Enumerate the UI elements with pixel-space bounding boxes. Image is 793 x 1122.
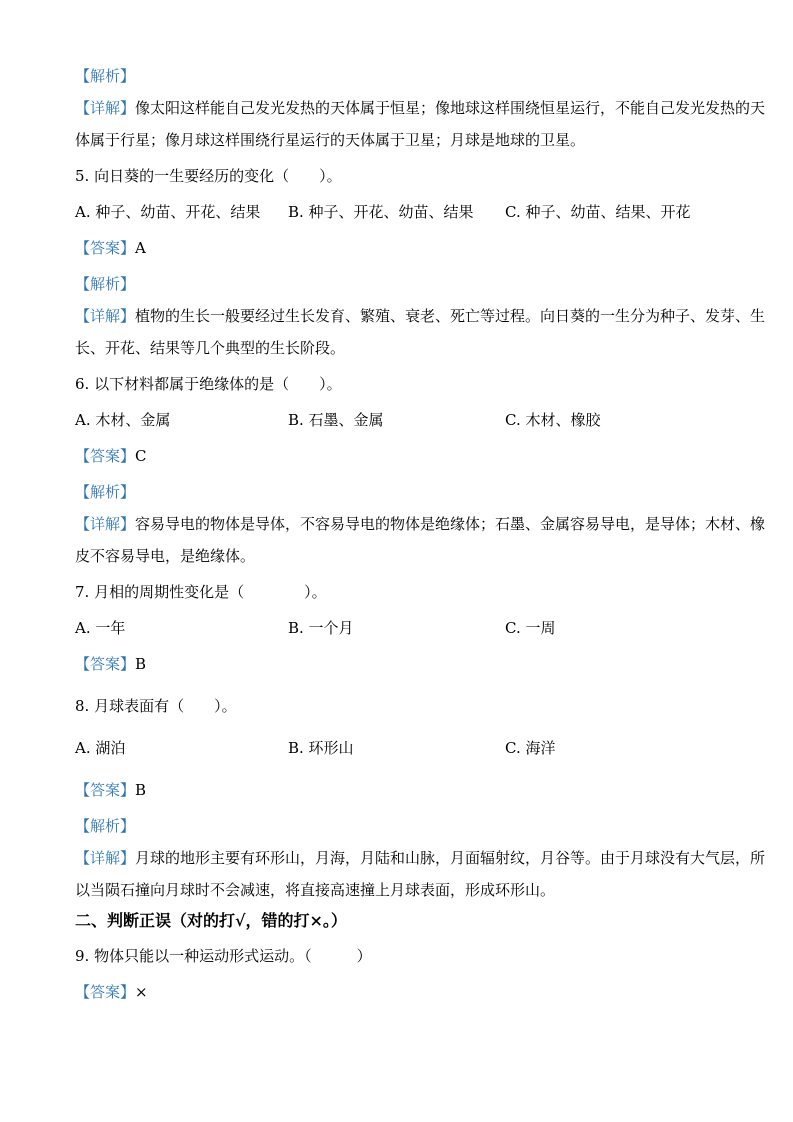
detail-text: 容易导电的物体是导体，不容易导电的物体是绝缘体；石墨、金属容易导电，是导体；木材、橡 [135, 515, 766, 533]
question-9-answer [75, 982, 148, 1002]
answer-tag: 【答案】 [75, 447, 136, 465]
detail-text-continued: 皮不容易导电，是绝缘体。 [75, 547, 256, 565]
detail-text: 植物的生长一般要经过生长发育、繁殖、衰老、死亡等过程。向日葵的一生分为种子、发芽、生 [135, 307, 766, 325]
question-6-option-a: A. 木材、金属 [75, 411, 171, 429]
detail-text-continued: 以当陨石撞向月球时不会减速，将直接高速撞上月球表面，形成环形山。 [75, 881, 556, 899]
answer-value: B [135, 655, 147, 673]
question-5-stem: 5. 向日葵的一生要经历的变化（ ）。 [75, 167, 342, 185]
question-9-stem: 9. 物体只能以一种运动形式运动。（ ） [75, 947, 372, 965]
question-6-option-c: C. 木材、橡胶 [505, 411, 601, 429]
question-5-answer [75, 238, 146, 258]
detail-tag: 【详解】 [75, 99, 136, 117]
detail-tag: 【详解】 [75, 307, 136, 325]
question-8-answer [75, 780, 146, 800]
answer-value: C [135, 447, 147, 465]
detail-tag: 【详解】 [75, 515, 136, 533]
question-5-option-c: C. 种子、幼苗、结果、开花 [505, 203, 691, 221]
question-7-option-a: A. 一年 [75, 619, 126, 637]
question-6-option-b: B. 石墨、金属 [288, 411, 384, 429]
detail-text: 月球的地形主要有环形山，月海，月陆和山脉，月面辐射纹，月谷等。由于月球没有大气层，所 [135, 849, 766, 867]
analysis-tag: 【解析】 [75, 483, 136, 501]
analysis-tag: 【解析】 [75, 817, 136, 835]
question-8-option-a: A. 湖泊 [75, 739, 126, 757]
analysis-tag: 【解析】 [75, 67, 136, 85]
question-8-stem: 8. 月球表面有（ ）。 [75, 697, 237, 715]
question-6-answer [75, 446, 147, 466]
question-7-answer [75, 654, 146, 674]
detail-line [75, 514, 765, 534]
question-5-option-b: B. 种子、开花、幼苗、结果 [288, 203, 474, 221]
section-heading: 二、判断正误（对的打√，错的打×。） [75, 911, 347, 930]
detail-text-continued: 长、开花、结果等几个典型的生长阶段。 [75, 339, 346, 357]
detail-tag: 【详解】 [75, 849, 136, 867]
question-7-option-c: C. 一周 [505, 619, 556, 637]
answer-value: A [135, 239, 146, 257]
question-8-option-c: C. 海洋 [505, 739, 556, 757]
question-7-stem: 7. 月相的周期性变化是（ ）。 [75, 583, 327, 601]
question-7-option-b: B. 一个月 [288, 619, 354, 637]
detail-line [75, 848, 765, 868]
detail-line [75, 98, 765, 118]
detail-line [75, 306, 765, 326]
detail-text: 像太阳这样能自己发光发热的天体属于恒星；像地球这样围绕恒星运行，不能自己发光发热的天 [135, 99, 766, 117]
question-8-option-b: B. 环形山 [288, 739, 354, 757]
question-6-stem: 6. 以下材料都属于绝缘体的是（ ）。 [75, 375, 342, 393]
answer-tag: 【答案】 [75, 655, 136, 673]
analysis-tag: 【解析】 [75, 275, 136, 293]
detail-text-continued: 体属于行星；像月球这样围绕行星运行的天体属于卫星；月球是地球的卫星。 [75, 131, 586, 149]
answer-tag: 【答案】 [75, 983, 136, 1001]
answer-tag: 【答案】 [75, 239, 136, 257]
answer-value: × [135, 983, 148, 1001]
answer-value: B [135, 781, 147, 799]
answer-tag: 【答案】 [75, 781, 136, 799]
question-5-option-a: A. 种子、幼苗、开花、结果 [75, 203, 261, 221]
